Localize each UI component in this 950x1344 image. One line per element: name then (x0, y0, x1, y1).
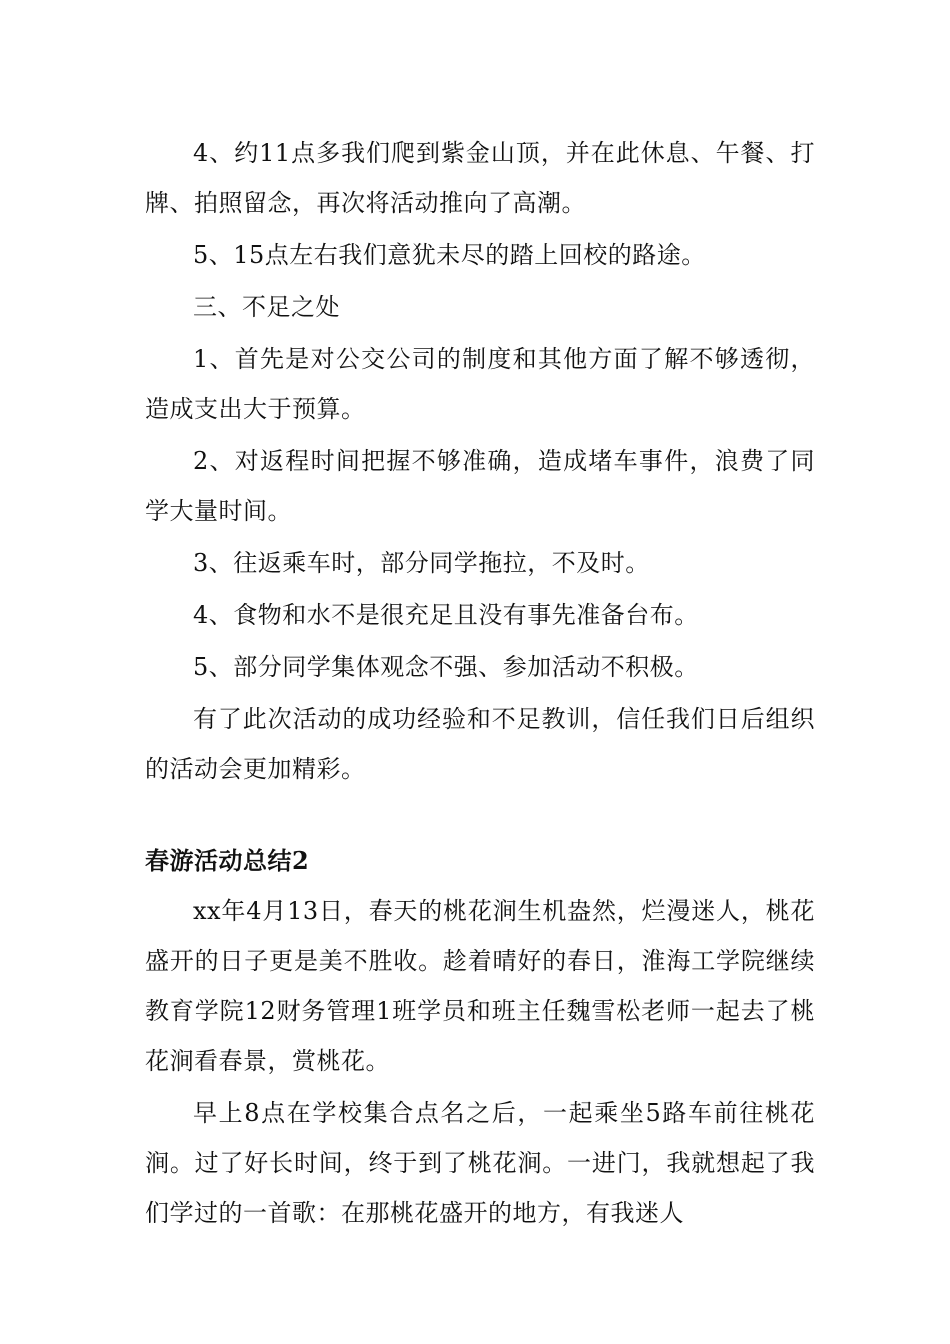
paragraph-shortcoming-5: 5、部分同学集体观念不强、参加活动不积极。 (193, 653, 699, 681)
paragraph-intro: xx年4月13日，春天的桃花涧生机盎然，烂漫迷人，桃花盛开的日子更是美不胜收。趁着晴好的春日，淮海工学院继续教育学院12财务管理1班学员和班主任魏雪松老师一起去了桃花涧看春景，赏桃花。 (145, 897, 815, 1075)
paragraph-conclusion: 有了此次活动的成功经验和不足教训，信任我们日后组织的活动会更加精彩。 (145, 705, 815, 783)
paragraph-shortcoming-2: 2、对返程时间把握不够准确，造成堵车事件，浪费了同学大量时间。 (145, 447, 815, 525)
section-title-spring-outing-2: 春游活动总结2 (145, 846, 310, 875)
paragraph-morning: 早上8点在学校集合点名之后，一起乘坐5路车前往桃花涧。过了好长时间，终于到了桃花涧。一进门，我就想起了我们学过的一首歌：在那桃花盛开的地方，有我迷人 (145, 1099, 815, 1227)
paragraph-shortcoming-3: 3、往返乘车时，部分同学拖拉，不及时。 (193, 549, 650, 577)
paragraph-item-5-return: 5、15点左右我们意犹未尽的踏上回校的路途。 (193, 241, 706, 269)
subheading-shortcomings: 三、不足之处 (193, 293, 340, 321)
document-body (145, 128, 815, 1240)
paragraph-shortcoming-4: 4、食物和水不是很充足且没有事先准备台布。 (193, 601, 699, 629)
paragraph-item-4-summit: 4、约11点多我们爬到紫金山顶，并在此休息、午餐、打牌、拍照留念，再次将活动推向了高潮。 (145, 139, 815, 217)
paragraph-shortcoming-1: 1、首先是对公交公司的制度和其他方面了解不够透彻，造成支出大于预算。 (145, 345, 815, 423)
